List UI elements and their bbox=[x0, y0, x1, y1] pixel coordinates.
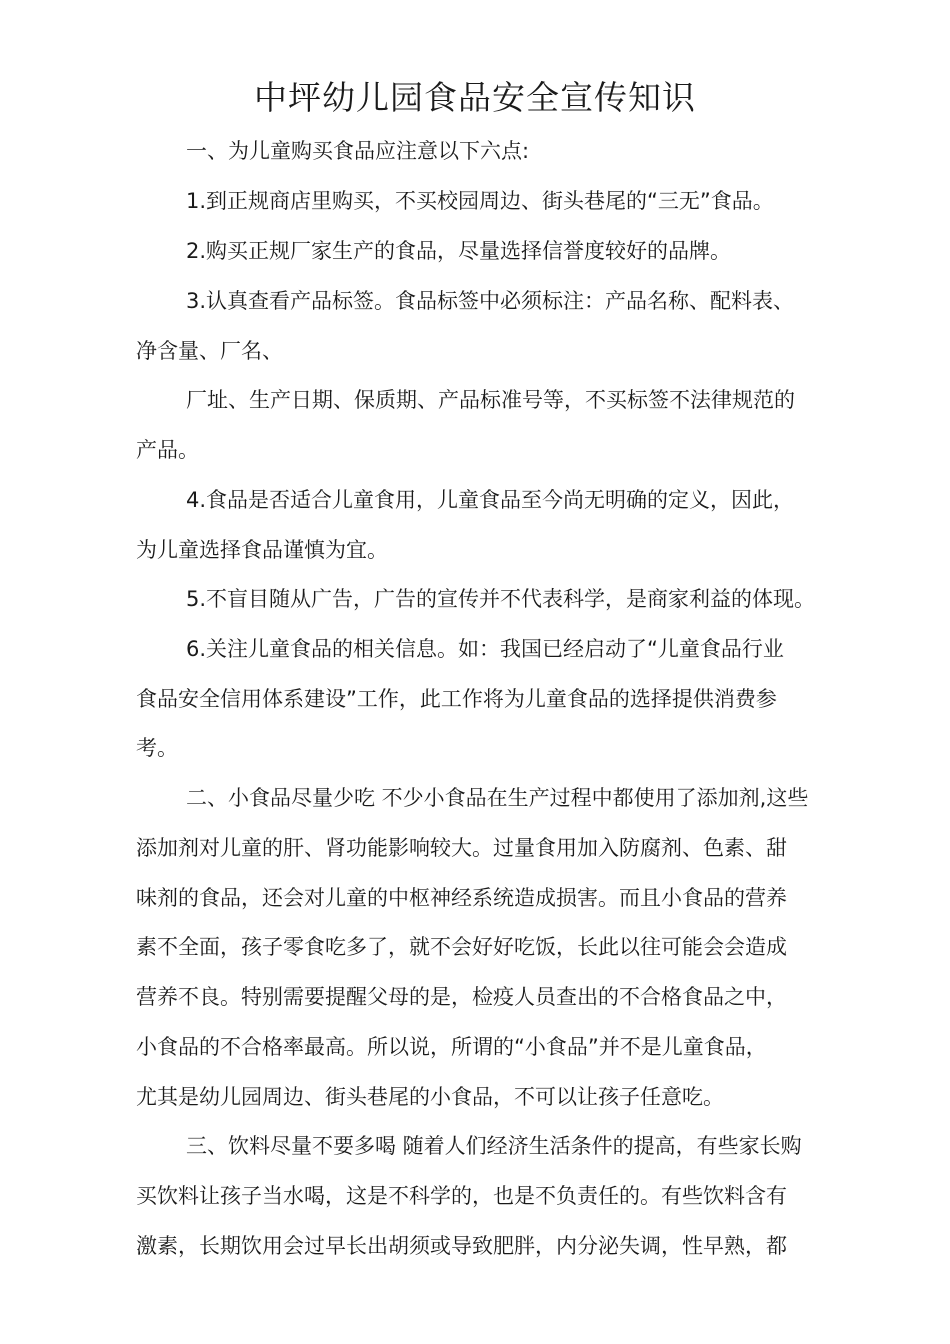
document-title: 中坪幼儿园食品安全宣传知识 bbox=[254, 78, 696, 117]
paragraph-line: 2.购买正规厂家生产的食品，尽量选择信誉度较好的品牌。 bbox=[186, 239, 732, 263]
section-heading-2: 二、小食品尽量少吃 不少小食品在生产过程中都使用了添加剂,这些 bbox=[186, 786, 809, 810]
paragraph-line: 为儿童选择食品谨慎为宜。 bbox=[136, 538, 388, 562]
paragraph-line: 营养不良。特别需要提醒父母的是，检疫人员查出的不合格食品之中， bbox=[136, 985, 787, 1009]
paragraph-line: 1.到正规商店里购买，不买校园周边、街头巷尾的“三无”食品。 bbox=[186, 189, 774, 213]
paragraph-line: 尤其是幼儿园周边、街头巷尾的小食品，不可以让孩子任意吃。 bbox=[136, 1085, 724, 1109]
paragraph-line: 素不全面，孩子零食吃多了，就不会好好吃饭，长此以往可能会会造成 bbox=[136, 935, 787, 959]
paragraph-line: 厂址、生产日期、保质期、产品标准号等，不买标签不法律规范的 bbox=[186, 388, 795, 412]
section-heading-3: 三、饮料尽量不要多喝 随着人们经济生活条件的提高，有些家长购 bbox=[186, 1134, 802, 1158]
paragraph-line: 产品。 bbox=[136, 438, 199, 462]
paragraph-line: 激素，长期饮用会过早长出胡须或导致肥胖，内分泌失调，性早熟，都 bbox=[136, 1234, 787, 1258]
paragraph-line: 5.不盲目随从广告，广告的宣传并不代表科学，是商家利益的体现。 bbox=[186, 587, 816, 611]
paragraph-line: 味剂的食品，还会对儿童的中枢神经系统造成损害。而且小食品的营养 bbox=[136, 886, 787, 910]
paragraph-line: 考。 bbox=[136, 736, 178, 760]
paragraph-line: 添加剂对儿童的肝、肾功能影响较大。过量食用加入防腐剂、色素、甜 bbox=[136, 836, 787, 860]
paragraph-line: 小食品的不合格率最高。所以说，所谓的“小食品”并不是儿童食品， bbox=[136, 1035, 767, 1059]
paragraph-line: 3.认真查看产品标签。食品标签中必须标注：产品名称、配料表、 bbox=[186, 289, 795, 313]
paragraph-line: 净含量、厂名、 bbox=[136, 339, 283, 363]
paragraph-line: 买饮料让孩子当水喝，这是不科学的，也是不负责任的。有些饮料含有 bbox=[136, 1184, 787, 1208]
section-heading-1: 一、为儿童购买食品应注意以下六点: bbox=[186, 139, 530, 163]
paragraph-line: 6.关注儿童食品的相关信息。如：我国已经启动了“儿童食品行业 bbox=[186, 637, 784, 661]
paragraph-line: 4.食品是否适合儿童食用，儿童食品至今尚无明确的定义，因此， bbox=[186, 488, 795, 512]
paragraph-line: 食品安全信用体系建设”工作，此工作将为儿童食品的选择提供消费参 bbox=[136, 687, 777, 711]
